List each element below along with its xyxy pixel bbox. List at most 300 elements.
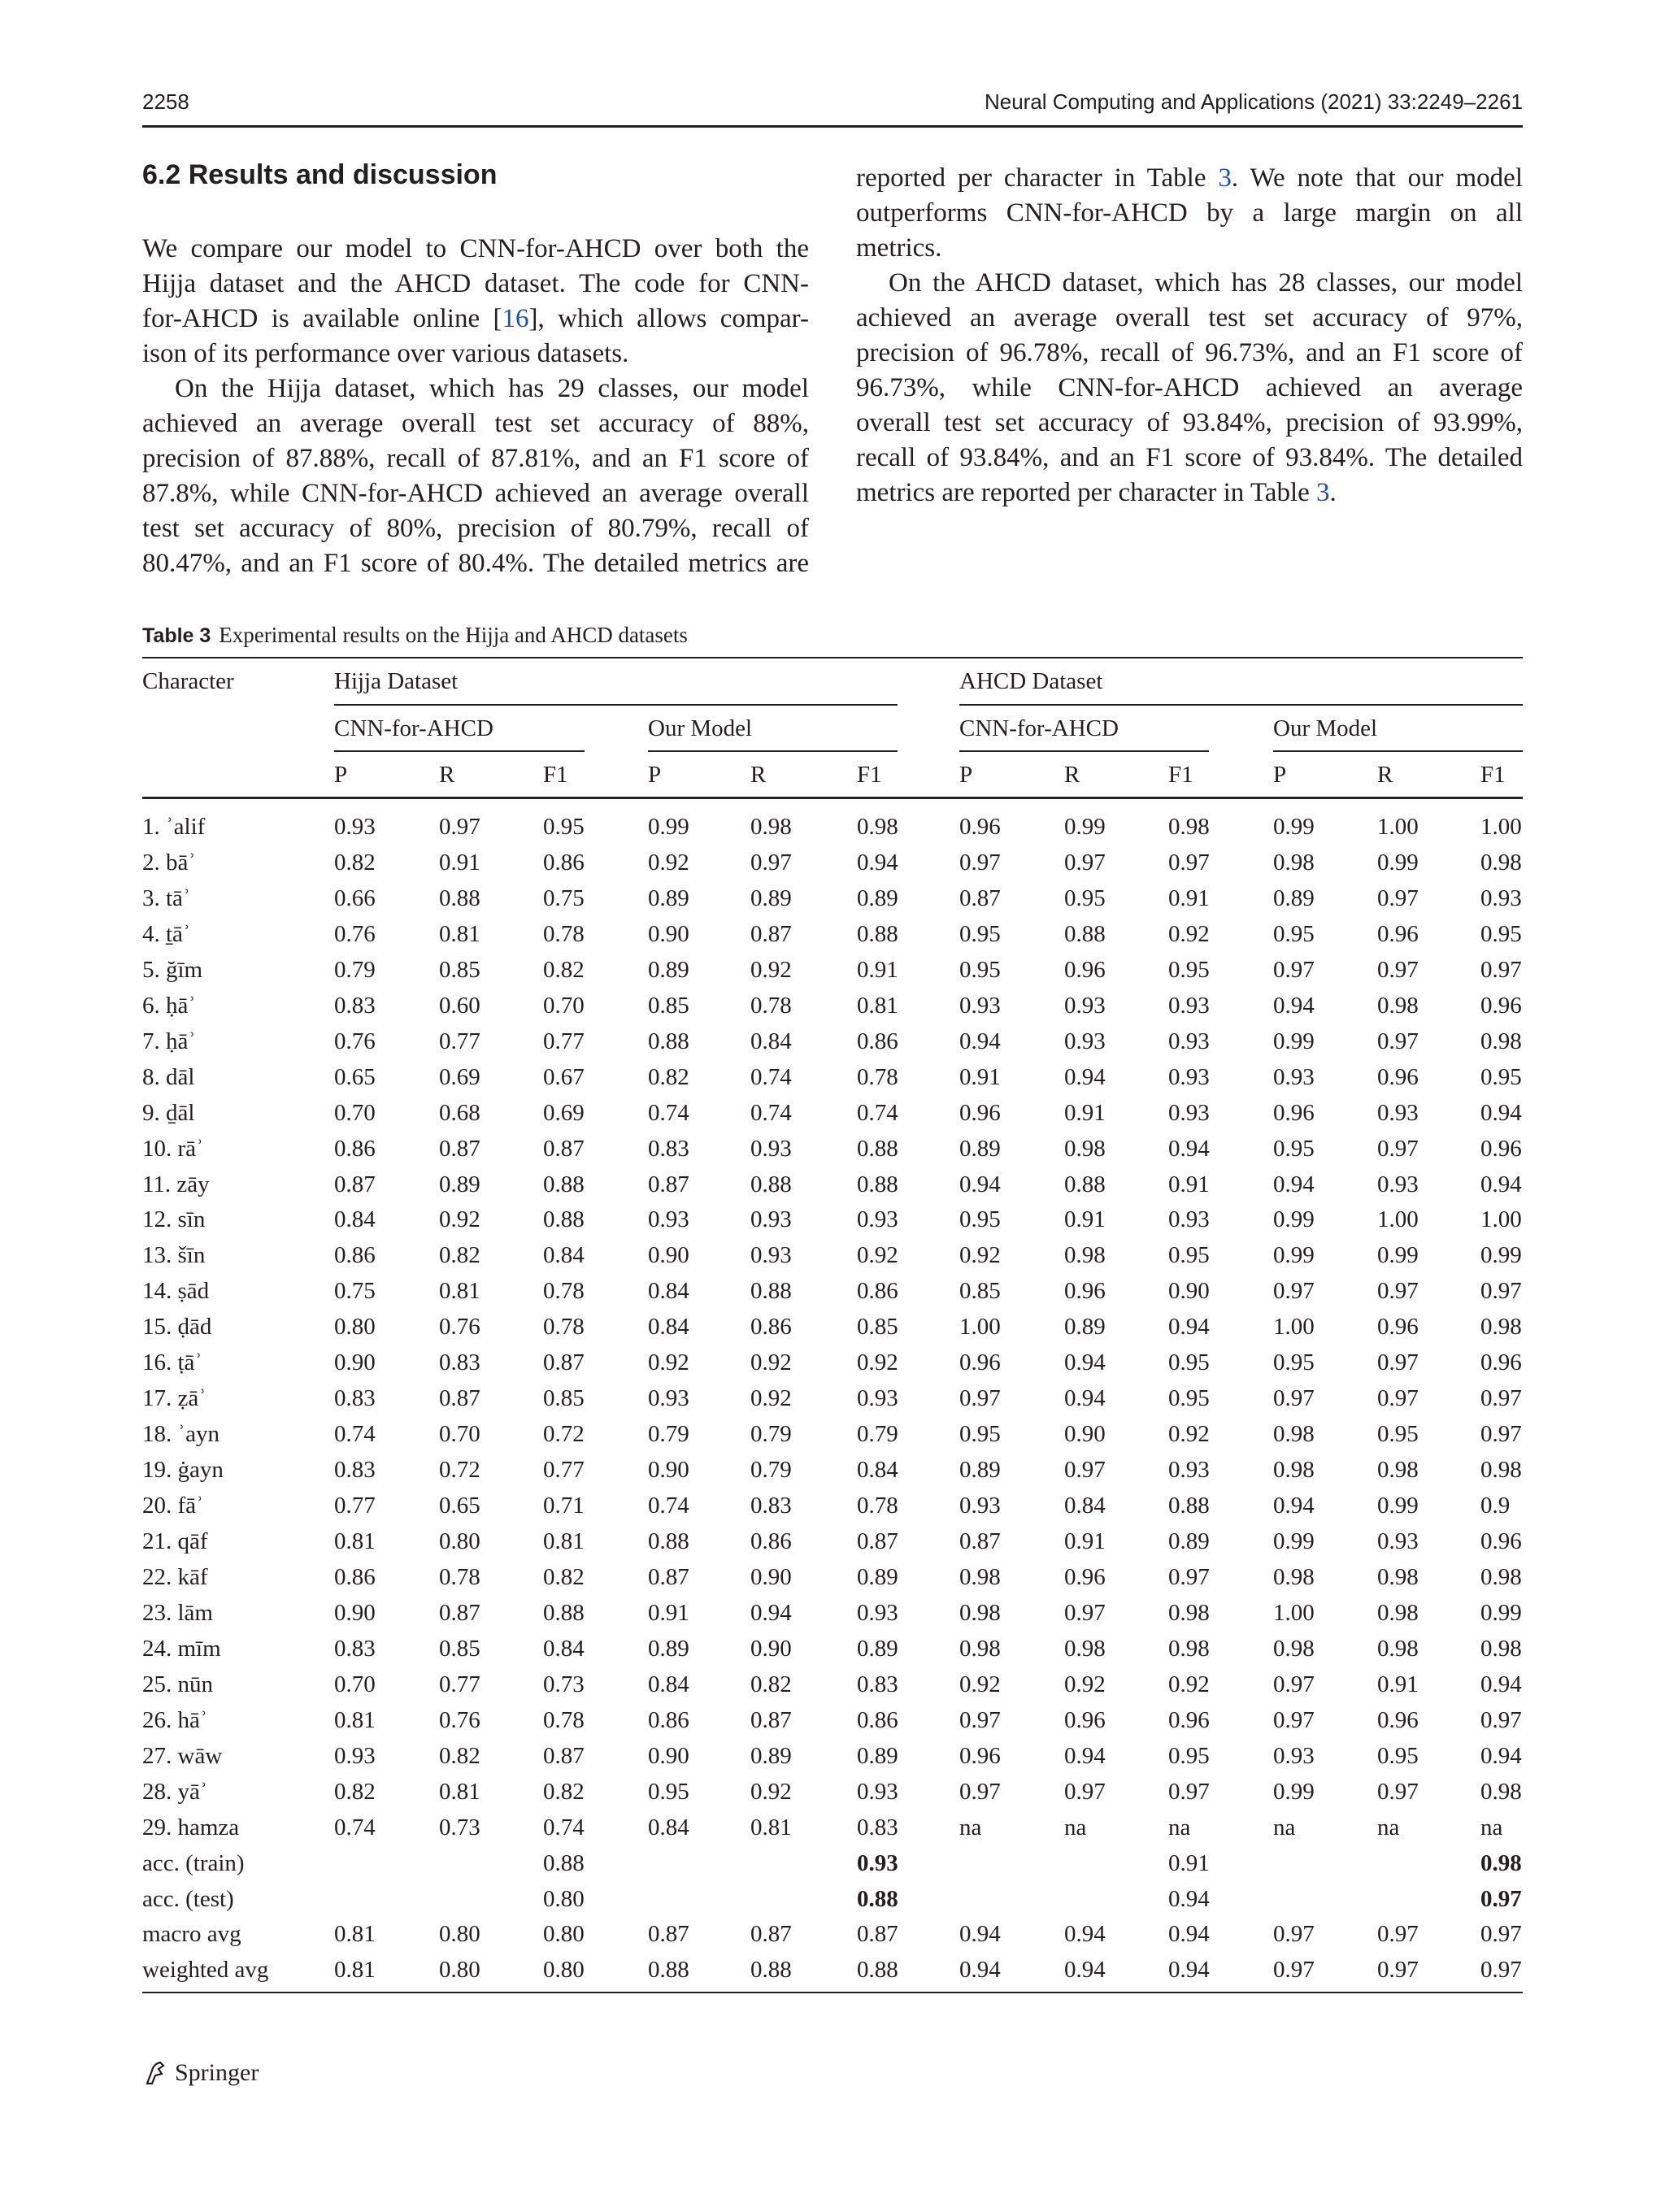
table-cell: 0.97: [1273, 1278, 1315, 1305]
table-cell: 0.90: [334, 1599, 376, 1626]
table-cell: 0.97: [750, 849, 792, 876]
table-cell: 0.65: [439, 1493, 480, 1519]
table-cell: 0.98: [959, 1563, 1001, 1590]
table-cell: 0.96: [1480, 1349, 1522, 1376]
table-cell: 0.82: [543, 956, 585, 983]
table-cell: 0.80: [543, 1957, 585, 1984]
table-cell: 0.97: [1377, 1778, 1419, 1805]
table-cell: 0.87: [439, 1385, 480, 1412]
text-line: [142, 441, 809, 476]
table-cell: 0.95: [1273, 920, 1315, 947]
table-cell: 0.60: [439, 992, 480, 1019]
table-cell: 0.84: [648, 1278, 689, 1305]
table-cell: 0.72: [543, 1421, 585, 1448]
table-cell: 0.93: [1168, 1063, 1210, 1090]
table-cell: 0.94: [1064, 1385, 1106, 1412]
table-cell: 0.94: [1273, 992, 1315, 1019]
table-cell: 0.93: [857, 1849, 898, 1876]
text-segment: 96.73%, while CNN-for-AHCD achieved an average: [856, 373, 1523, 402]
text-segment: reported per character in Table: [856, 163, 1219, 193]
table-cell: 0.91: [648, 1599, 689, 1626]
table-cell: 0.77: [439, 1671, 480, 1697]
table-cell: 0.98: [1480, 849, 1522, 876]
table-cell: 0.99: [1480, 1242, 1522, 1269]
table-cell: 0.97: [1480, 1921, 1522, 1948]
table-cell: na: [1273, 1814, 1296, 1840]
table-cell: 0.87: [543, 1349, 585, 1376]
table-cell: 0.94: [1273, 1171, 1315, 1197]
table-cell: 0.93: [1168, 992, 1210, 1019]
table-cell: 0.97: [1064, 849, 1106, 876]
table-cell: 0.89: [857, 1742, 898, 1769]
table-cell: 0.87: [648, 1563, 689, 1590]
table-cell: 0.98: [857, 814, 898, 840]
table-cell: 0.89: [857, 884, 898, 911]
metric-header: P: [648, 762, 662, 788]
table-cell: 0.82: [543, 1778, 585, 1805]
publisher-logo: [142, 2059, 259, 2087]
table-cell: na: [1480, 1814, 1503, 1840]
table-cell: 0.99: [1377, 849, 1419, 876]
table-cell: 0.95: [959, 1421, 1001, 1448]
text-line: [856, 196, 1523, 231]
table-cell: 0.93: [648, 1385, 689, 1412]
table-cell: 0.75: [543, 884, 585, 911]
text-line: [142, 406, 809, 441]
table-cell: 0.85: [857, 1314, 898, 1341]
right-text-column: [856, 161, 1523, 511]
table-cell: 0.91: [1168, 1849, 1210, 1876]
table-cell: na: [1377, 1814, 1400, 1840]
table-cell: 0.91: [1377, 1671, 1419, 1697]
table-cell: 0.95: [1273, 1135, 1315, 1162]
table-cell: 0.99: [1273, 1028, 1315, 1054]
table-cell: 0.94: [1064, 1921, 1106, 1948]
table-cell: 0.93: [959, 1493, 1001, 1519]
table-cell: 0.84: [648, 1814, 689, 1840]
row-label: 24. mīm: [142, 1635, 221, 1662]
table-cell: 0.97: [1064, 1778, 1106, 1805]
table-cell: 0.76: [334, 1028, 376, 1054]
text-segment: Hijja dataset and the AHCD dataset. The code for CNN-: [142, 269, 809, 298]
table-cell: 0.98: [959, 1599, 1001, 1626]
table-cell: 0.90: [648, 1742, 689, 1769]
table-cell: 0.98: [1377, 1635, 1419, 1662]
table-cell: 0.94: [959, 1921, 1001, 1948]
row-label: 2. bāʾ: [142, 849, 197, 876]
model-group-rule: [959, 750, 1209, 752]
table-cell: 0.74: [648, 1099, 689, 1126]
row-label: 3. tāʾ: [142, 884, 191, 911]
table-cell: 0.98: [1064, 1242, 1106, 1269]
text-segment: precision of 87.88%, recall of 87.81%, and an F1 score of: [142, 444, 809, 473]
row-label: 11. zāy: [142, 1171, 210, 1197]
table-cell: 0.92: [439, 1206, 480, 1233]
table-cell: 0.81: [750, 1814, 792, 1840]
table-cell: 0.95: [959, 956, 1001, 983]
table-cell: 0.93: [750, 1135, 792, 1162]
table-cell: 0.94: [1064, 1742, 1106, 1769]
table-cell: 0.70: [543, 992, 585, 1019]
table-cell: 0.82: [439, 1242, 480, 1269]
table-cell: 0.96: [959, 814, 1001, 840]
table-cell: 0.88: [648, 1028, 689, 1054]
table-cell: 0.88: [857, 1885, 898, 1912]
table-cell: 0.92: [1168, 1671, 1210, 1697]
table-cell: 0.96: [1064, 1706, 1106, 1733]
table-cell: 0.98: [1377, 1457, 1419, 1484]
table-cell: 0.87: [439, 1135, 480, 1162]
table-cell: 0.74: [648, 1493, 689, 1519]
table-cell: 0.87: [959, 1528, 1001, 1554]
table-cell: 0.86: [857, 1706, 898, 1733]
text-line: [142, 546, 809, 581]
table-cell: 0.78: [750, 992, 792, 1019]
table-cell: 0.74: [750, 1099, 792, 1126]
table-cell: 0.95: [1480, 920, 1522, 947]
table-cell: 0.93: [1168, 1028, 1210, 1054]
journal-citation: Neural Computing and Applications (2021) 33:2249–2261: [984, 89, 1523, 114]
table-cell: 0.97: [439, 814, 480, 840]
table-cell: 0.95: [1168, 1742, 1210, 1769]
row-label: weighted avg: [142, 1957, 269, 1984]
table-cell: 0.89: [648, 1635, 689, 1662]
table-cell: 0.84: [750, 1028, 792, 1054]
table-cell: 0.97: [959, 849, 1001, 876]
table-cell: 0.97: [1273, 1385, 1315, 1412]
text-segment: . We note that our model: [1231, 163, 1523, 193]
table-cell: 0.83: [648, 1135, 689, 1162]
table-cell: 0.81: [439, 920, 480, 947]
table-cell: 0.88: [857, 920, 898, 947]
table-cell: 0.93: [1480, 884, 1522, 911]
table-cell: 0.97: [1064, 1599, 1106, 1626]
table-cell: 0.99: [648, 814, 689, 840]
table-cell: 0.95: [1480, 1063, 1522, 1090]
table-cell: 0.96: [1064, 1563, 1106, 1590]
table-cell: 0.88: [750, 1171, 792, 1197]
text-line: [856, 406, 1523, 441]
table-cell: 0.81: [543, 1528, 585, 1554]
row-label: 8. dāl: [142, 1063, 195, 1090]
table-cell: 0.96: [1377, 1314, 1419, 1341]
table-cell: 0.86: [750, 1528, 792, 1554]
table-cell: 0.77: [543, 1457, 585, 1484]
table-cell: 0.86: [648, 1706, 689, 1733]
table-cell: 0.90: [750, 1635, 792, 1662]
row-label: 5. ğīm: [142, 956, 203, 983]
table-cell: 0.85: [959, 1278, 1001, 1305]
table-cell: 0.92: [750, 1778, 792, 1805]
table-cell: 0.91: [857, 956, 898, 983]
table-cell: na: [1064, 1814, 1087, 1840]
dataset-header-ahcd: AHCD Dataset: [959, 668, 1103, 694]
table-cell: 0.78: [857, 1063, 898, 1090]
text-line: [856, 231, 1523, 266]
text-line: [142, 267, 809, 302]
table-cell: 0.81: [334, 1921, 376, 1948]
row-label: 20. fāʾ: [142, 1493, 204, 1519]
table-cell: 0.89: [750, 884, 792, 911]
table-cell: 0.98: [959, 1635, 1001, 1662]
table-cell: 0.70: [439, 1421, 480, 1448]
table-cell: 0.98: [1064, 1135, 1106, 1162]
table-cell: 0.95: [1168, 1242, 1210, 1269]
table-cell: 0.67: [543, 1063, 585, 1090]
table-cell: 0.97: [1377, 1028, 1419, 1054]
table-cell: 0.86: [750, 1314, 792, 1341]
table-cell: 0.82: [334, 849, 376, 876]
table-cell: 0.97: [1480, 1957, 1522, 1984]
table-cell: 0.90: [648, 1242, 689, 1269]
row-label: 4. t̠āʾ: [142, 920, 191, 947]
table-cell: 0.90: [1064, 1421, 1106, 1448]
table-cell: 0.96: [1064, 956, 1106, 983]
text-line: [856, 371, 1523, 406]
row-label: 27. wāw: [142, 1742, 223, 1769]
row-label: 10. rāʾ: [142, 1135, 204, 1162]
table-cell: 0.77: [543, 1028, 585, 1054]
dataset-header-hijja: Hijja Dataset: [334, 668, 459, 694]
springer-horse-icon: [142, 2059, 170, 2087]
table-cell: 0.94: [1480, 1742, 1522, 1769]
table-cell: 0.69: [543, 1099, 585, 1126]
metric-header: F1: [1480, 762, 1506, 788]
table-cell: 0.88: [543, 1171, 585, 1197]
table-cell: 0.91: [1168, 1171, 1210, 1197]
table-cell: 0.95: [959, 920, 1001, 947]
table-cell: 0.74: [543, 1814, 585, 1840]
table-cell: 0.92: [959, 1242, 1001, 1269]
table-cell: 0.81: [334, 1528, 376, 1554]
table-cell: 0.97: [1480, 1385, 1522, 1412]
table-cell: 0.82: [648, 1063, 689, 1090]
table-cell: 0.91: [1064, 1528, 1106, 1554]
table-cell: 0.98: [1064, 1635, 1106, 1662]
table-cell: 1.00: [1480, 1206, 1522, 1233]
table-cell: 0.97: [1377, 1349, 1419, 1376]
text-line: [142, 302, 809, 337]
text-line: [142, 476, 809, 511]
table-cell: 0.77: [439, 1028, 480, 1054]
table-cell: 0.94: [1064, 1957, 1106, 1984]
table-cell: 0.81: [857, 992, 898, 1019]
text-segment: achieved an average overall test set accuracy of 97%,: [856, 303, 1523, 332]
table-cell: 1.00: [1377, 1206, 1419, 1233]
metric-header: R: [1377, 762, 1393, 788]
table-cell: 0.95: [1273, 1349, 1315, 1376]
table-cell: 0.96: [1480, 1135, 1522, 1162]
table-cell: 0.92: [1064, 1671, 1106, 1697]
table-cell: 0.99: [1273, 1206, 1315, 1233]
table-cell: 0.87: [439, 1599, 480, 1626]
table-cell: 0.95: [1168, 1385, 1210, 1412]
table-cell: 0.92: [857, 1349, 898, 1376]
table-cell: 0.85: [439, 956, 480, 983]
table-cell: 0.97: [1377, 884, 1419, 911]
table-cell: 0.78: [543, 1278, 585, 1305]
table-cell: 0.86: [334, 1242, 376, 1269]
table-cell: 0.98: [1168, 1635, 1210, 1662]
table-cell: 0.94: [1480, 1171, 1522, 1197]
table-cell: 0.94: [1168, 1921, 1210, 1948]
row-label: 12. sīn: [142, 1206, 206, 1233]
table-cell: 0.97: [1273, 1671, 1315, 1697]
table-header-rule: [142, 797, 1523, 799]
metric-header: R: [750, 762, 767, 788]
model-header: Our Model: [1273, 715, 1378, 741]
table-cell: 0.95: [1064, 884, 1106, 911]
table-cell: 0.97: [1168, 1778, 1210, 1805]
table-cell: na: [1168, 1814, 1191, 1840]
citation-link[interactable]: 3: [1218, 163, 1232, 193]
text-line: [856, 161, 1523, 196]
table-cell: 0.93: [648, 1206, 689, 1233]
table-cell: 0.97: [1168, 1563, 1210, 1590]
header-rule: [142, 125, 1523, 128]
table-cell: 0.98: [1273, 1457, 1315, 1484]
table-cell: 0.99: [1377, 1242, 1419, 1269]
table-cell: 0.95: [648, 1778, 689, 1805]
table-cell: 0.96: [1064, 1278, 1106, 1305]
table-cell: 0.97: [1480, 1421, 1522, 1448]
table-cell: 0.93: [334, 814, 376, 840]
table-cell: 0.82: [543, 1563, 585, 1590]
section-heading: 6.2 Results and discussion: [142, 159, 498, 190]
table-cell: 0.98: [1273, 1635, 1315, 1662]
table-cell: 0.83: [334, 1457, 376, 1484]
table-cell: 0.78: [543, 1314, 585, 1341]
table-cell: 0.87: [750, 920, 792, 947]
table-cell: 0.98: [1168, 814, 1210, 840]
table-cell: 0.95: [1377, 1742, 1419, 1769]
text-line: [856, 441, 1523, 476]
text-segment: 87.8%, while CNN-for-AHCD achieved an average overall: [142, 479, 809, 508]
row-label: 29. hamza: [142, 1814, 240, 1840]
table-cell: 0.89: [648, 884, 689, 911]
row-label: 28. yāʾ: [142, 1778, 208, 1805]
table-cell: 0.98: [1377, 1599, 1419, 1626]
text-segment: overall test set accuracy of 93.84%, precision of 93.99%,: [856, 408, 1523, 437]
table-cell: 0.66: [334, 884, 376, 911]
table-cell: 0.99: [1273, 1528, 1315, 1554]
row-label: 13. šīn: [142, 1242, 206, 1269]
text-segment: precision of 96.78%, recall of 96.73%, and an F1 score of: [856, 338, 1523, 367]
table-cell: 0.83: [857, 1814, 898, 1840]
table-bottom-rule: [142, 1992, 1523, 1993]
table-cell: 0.94: [1168, 1885, 1210, 1912]
table-cell: 0.83: [439, 1349, 480, 1376]
table-cell: 0.74: [334, 1814, 376, 1840]
table-cell: 0.92: [857, 1242, 898, 1269]
row-label: 18. ʾayn: [142, 1421, 220, 1448]
table-cell: 0.88: [857, 1957, 898, 1984]
table-cell: 0.84: [857, 1457, 898, 1484]
table-cell: 0.97: [959, 1385, 1001, 1412]
table-cell: 0.85: [543, 1385, 585, 1412]
table-cell: 0.88: [439, 884, 480, 911]
table-cell: 0.84: [334, 1206, 376, 1233]
text-segment: On the Hijja dataset, which has 29 classes, our model: [175, 374, 809, 403]
table-cell: 1.00: [1377, 814, 1419, 840]
table-cell: 0.99: [1273, 814, 1315, 840]
table-cell: 0.84: [648, 1671, 689, 1697]
table-cell: 0.89: [857, 1635, 898, 1662]
model-group-rule: [334, 750, 585, 752]
table-cell: 0.79: [648, 1421, 689, 1448]
table-cell: 0.94: [1168, 1135, 1210, 1162]
table-cell: 0.98: [1480, 1849, 1522, 1876]
table-cell: 0.97: [1273, 1706, 1315, 1733]
table-cell: 0.88: [1168, 1493, 1210, 1519]
table-cell: 0.93: [1064, 992, 1106, 1019]
table-cell: 0.88: [857, 1171, 898, 1197]
row-label: 17. ẓāʾ: [142, 1385, 206, 1412]
model-group-rule: [648, 750, 898, 752]
table-cell: 0.98: [1480, 1563, 1522, 1590]
table-cell: 0.97: [1377, 1278, 1419, 1305]
table-cell: 0.94: [1168, 1314, 1210, 1341]
table-cell: 0.87: [543, 1135, 585, 1162]
metric-header: R: [439, 762, 455, 788]
table-cell: 0.84: [1064, 1493, 1106, 1519]
table-cell: 0.95: [1168, 1349, 1210, 1376]
table-cell: 1.00: [959, 1314, 1001, 1341]
text-segment: outperforms CNN-for-AHCD by a large margin on all: [856, 198, 1523, 228]
table-cell: 0.93: [1377, 1099, 1419, 1126]
table-cell: 0.78: [543, 920, 585, 947]
table-cell: 0.93: [1377, 1171, 1419, 1197]
table-cell: 0.72: [439, 1457, 480, 1484]
table-cell: 0.97: [1377, 1135, 1419, 1162]
table-cell: 0.88: [1064, 1171, 1106, 1197]
row-label: macro avg: [142, 1921, 241, 1948]
text-line: [142, 511, 809, 546]
table-cell: 0.85: [648, 992, 689, 1019]
table-cell: 0.96: [1377, 1706, 1419, 1733]
citation-link[interactable]: 16: [502, 304, 529, 333]
table-cell: 0.86: [334, 1563, 376, 1590]
table-cell: 0.91: [959, 1063, 1001, 1090]
metric-header: R: [1064, 762, 1080, 788]
table-cell: 0.81: [334, 1706, 376, 1733]
metric-header: F1: [857, 762, 882, 788]
table-cell: 0.98: [1273, 1563, 1315, 1590]
table-cell: 0.97: [1377, 1957, 1419, 1984]
table-cell: 0.89: [1064, 1314, 1106, 1341]
table-cell: 0.74: [857, 1099, 898, 1126]
table-caption: [142, 623, 688, 648]
table-cell: 0.88: [857, 1135, 898, 1162]
table-cell: 0.88: [648, 1957, 689, 1984]
table-cell: 0.99: [1480, 1599, 1522, 1626]
table-cell: 0.93: [1168, 1099, 1210, 1126]
text-line: [856, 476, 1523, 511]
table-cell: 0.98: [1480, 1457, 1522, 1484]
table-cell: 0.85: [439, 1635, 480, 1662]
table-cell: 0.94: [959, 1171, 1001, 1197]
model-header: CNN-for-AHCD: [959, 715, 1119, 741]
table-cell: 0.76: [439, 1314, 480, 1341]
row-label: 16. ṭāʾ: [142, 1349, 203, 1376]
table-cell: 0.91: [1168, 884, 1210, 911]
citation-link[interactable]: 3: [1316, 478, 1330, 507]
text-segment: test set accuracy of 80%, precision of 80.79%, recall of: [142, 514, 809, 543]
table-cell: 0.92: [750, 1349, 792, 1376]
table-cell: 0.83: [750, 1493, 792, 1519]
text-segment: ison of its performance over various datasets.: [142, 339, 629, 368]
table-cell: 0.87: [648, 1171, 689, 1197]
